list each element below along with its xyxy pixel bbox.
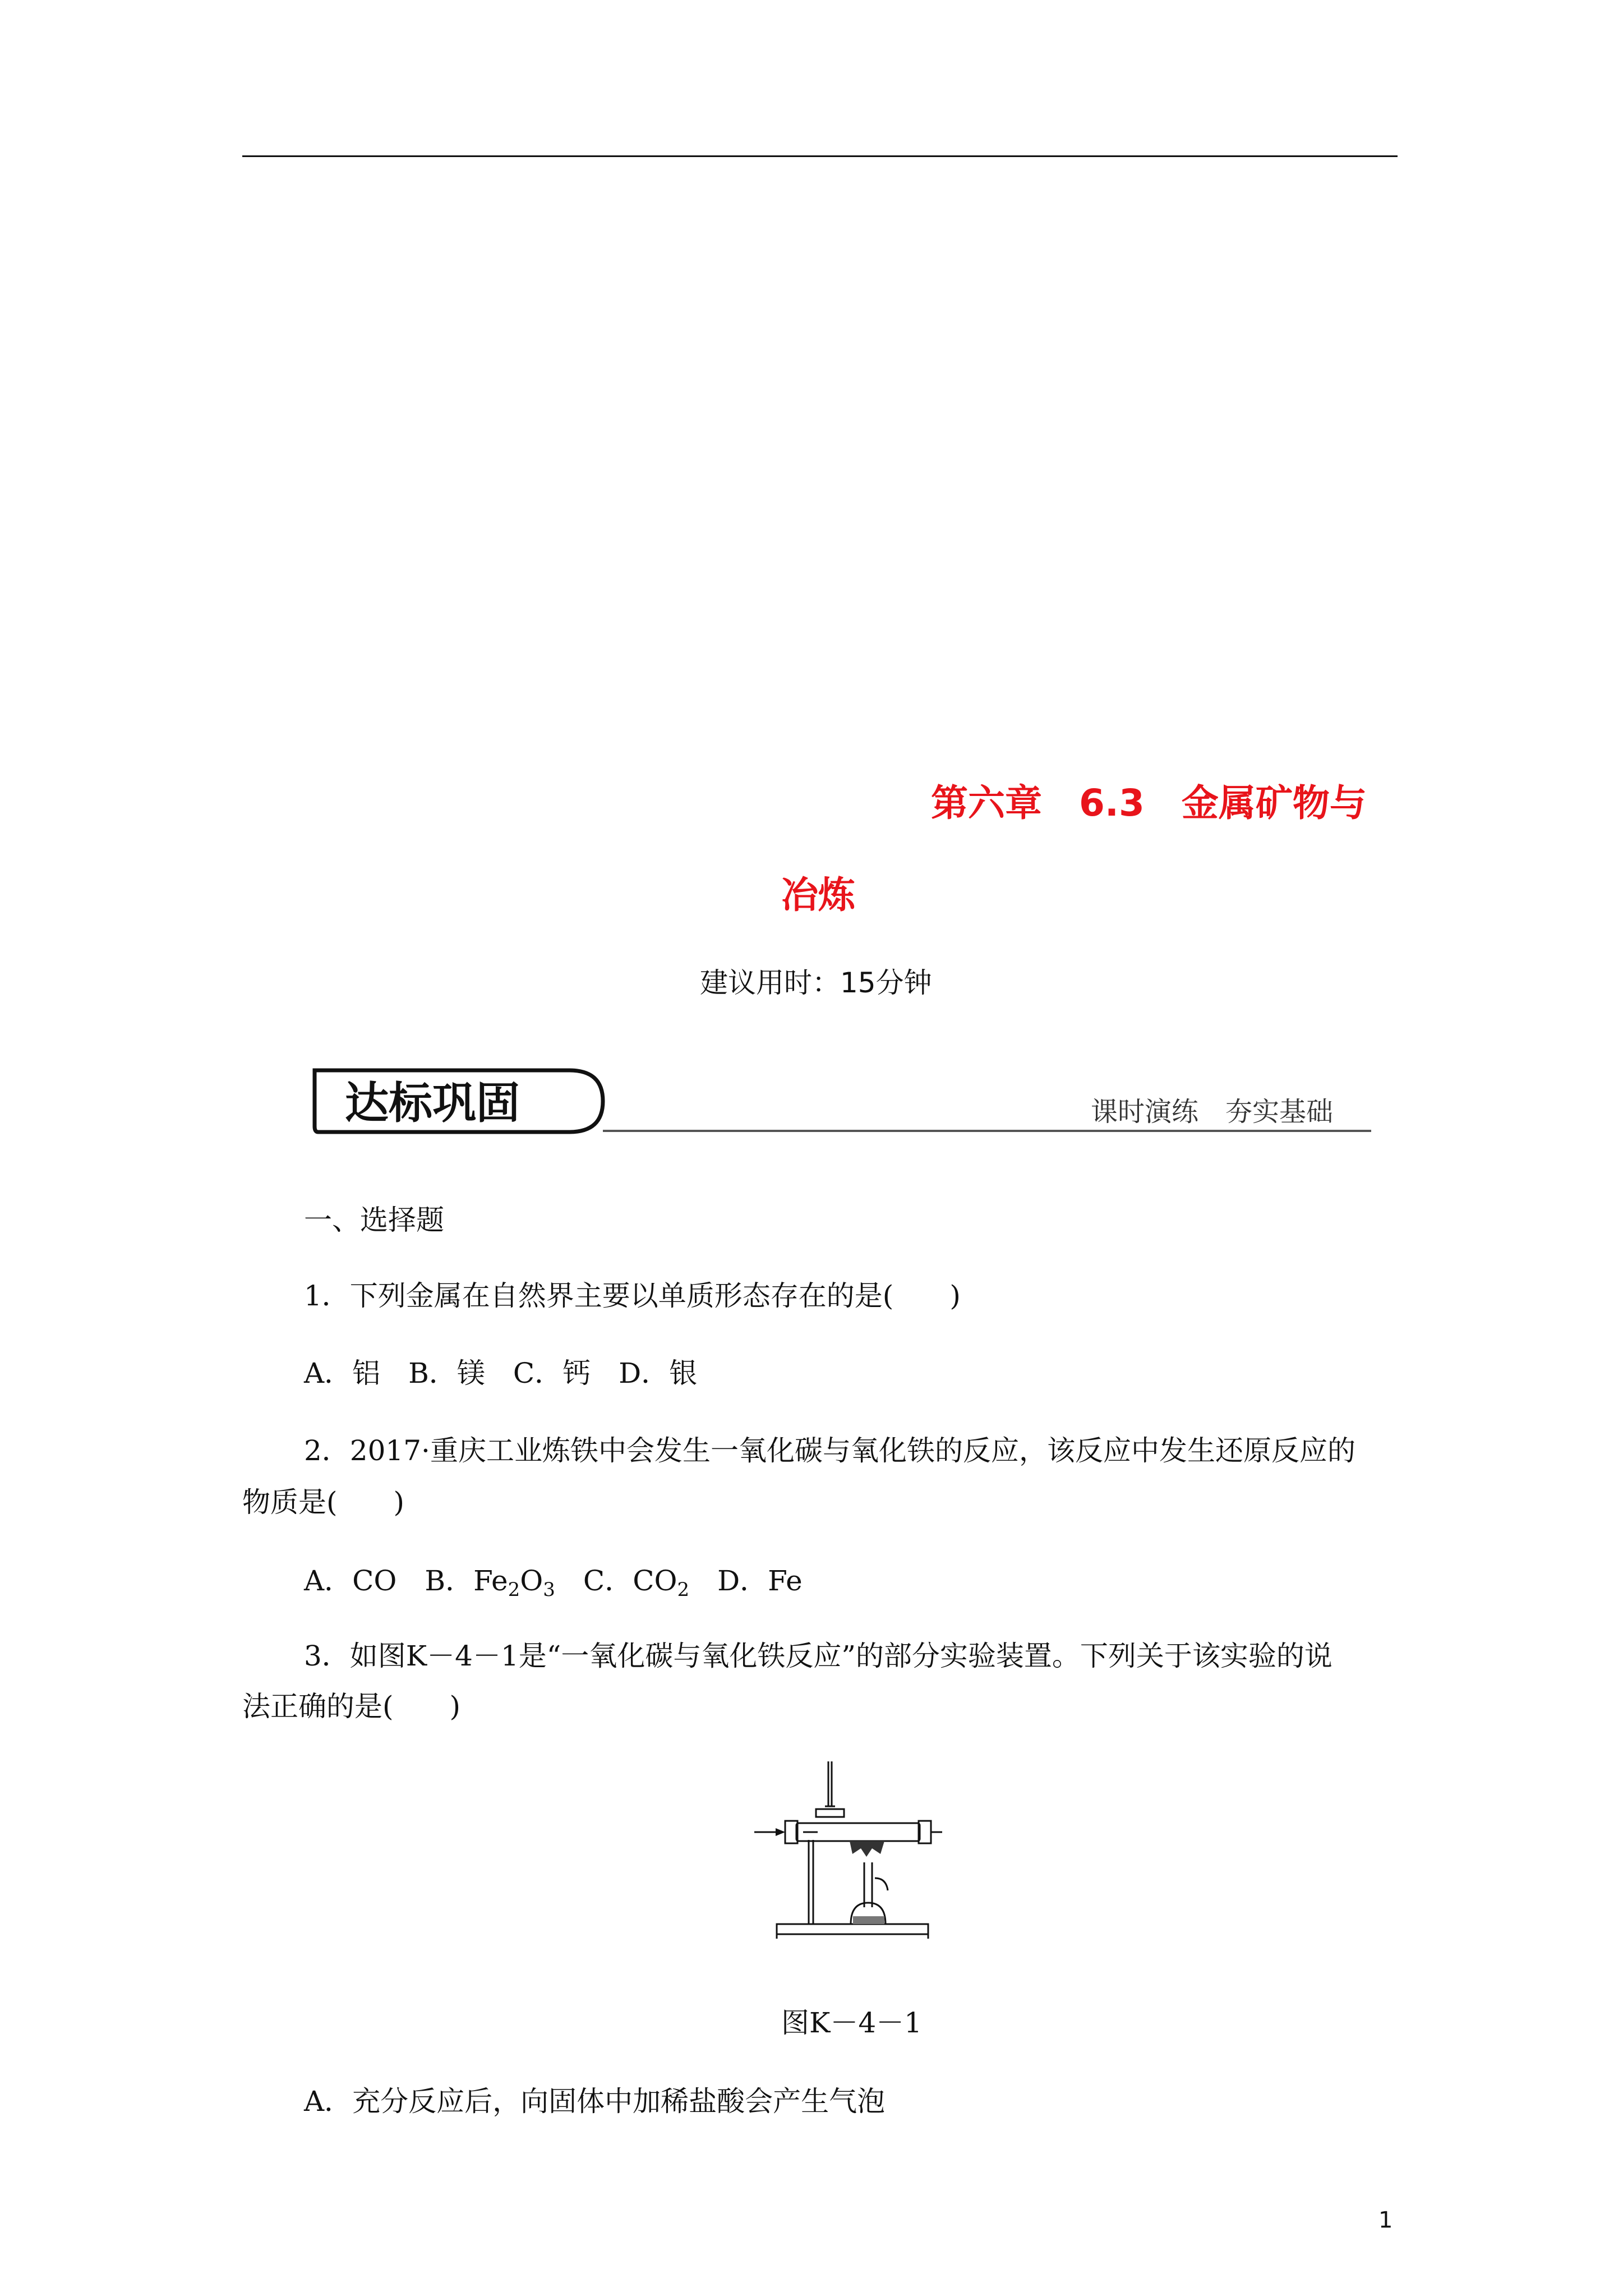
section-banner — [311, 1059, 1377, 1138]
question-1-stem: 1．下列金属在自然界主要以单质形态存在的是( — [304, 1280, 894, 1312]
paren-close: ) — [393, 1486, 405, 1519]
question-2-line1: 2．2017·重庆工业炼铁中会发生一氧化碳与氧化铁的反应，该反应中发生还原反应的 — [304, 1434, 1355, 1467]
question-3-line1: 3．如图K－4－1是“一氧化碳与氧化铁反应”的部分实验装置。下列关于该实验的说 — [304, 1640, 1332, 1672]
suggested-time: 建议用时：15分钟 — [700, 967, 932, 999]
section-heading: 一、选择题 — [304, 1204, 444, 1236]
question-1 — [304, 1273, 961, 1314]
paren-close: ) — [949, 1280, 961, 1312]
question-2-options — [304, 1558, 803, 1599]
q2-opt-a: A．CO B．Fe — [304, 1565, 508, 1597]
question-3-stem-end: 法正确的是( — [242, 1690, 394, 1723]
q2-opt-c: C．CO — [555, 1565, 677, 1597]
q2-opt-d: D．Fe — [689, 1565, 803, 1597]
q2-opt-b: O — [520, 1565, 543, 1597]
question-2-stem-end: 物质是( — [242, 1486, 338, 1519]
experiment-apparatus-figure — [754, 1756, 945, 1947]
page-title: 第六章 6.3 金属矿物与 — [931, 781, 1367, 825]
question-2-line2 — [242, 1480, 404, 1520]
page-number: 1 — [1378, 2207, 1393, 2233]
q2-sub: 3 — [543, 1579, 555, 1601]
question-3-option-a: A．充分反应后，向固体中加稀盐酸会产生气泡 — [304, 2085, 886, 2118]
question-1-options: A．铝 B．镁 C．钙 D．银 — [304, 1357, 698, 1389]
question-3-line2 — [242, 1684, 460, 1724]
q2-sub: 2 — [508, 1579, 520, 1601]
header-rule — [242, 155, 1398, 157]
banner-slogan: 课时演练 夯实基础 — [1091, 1096, 1334, 1128]
paren-close: ) — [449, 1690, 461, 1723]
figure-caption: 图K－4－1 — [781, 2007, 922, 2039]
page-title-continued: 冶炼 — [781, 873, 855, 917]
banner-label: 达标巩固 — [345, 1078, 520, 1129]
q2-sub: 2 — [677, 1579, 690, 1601]
